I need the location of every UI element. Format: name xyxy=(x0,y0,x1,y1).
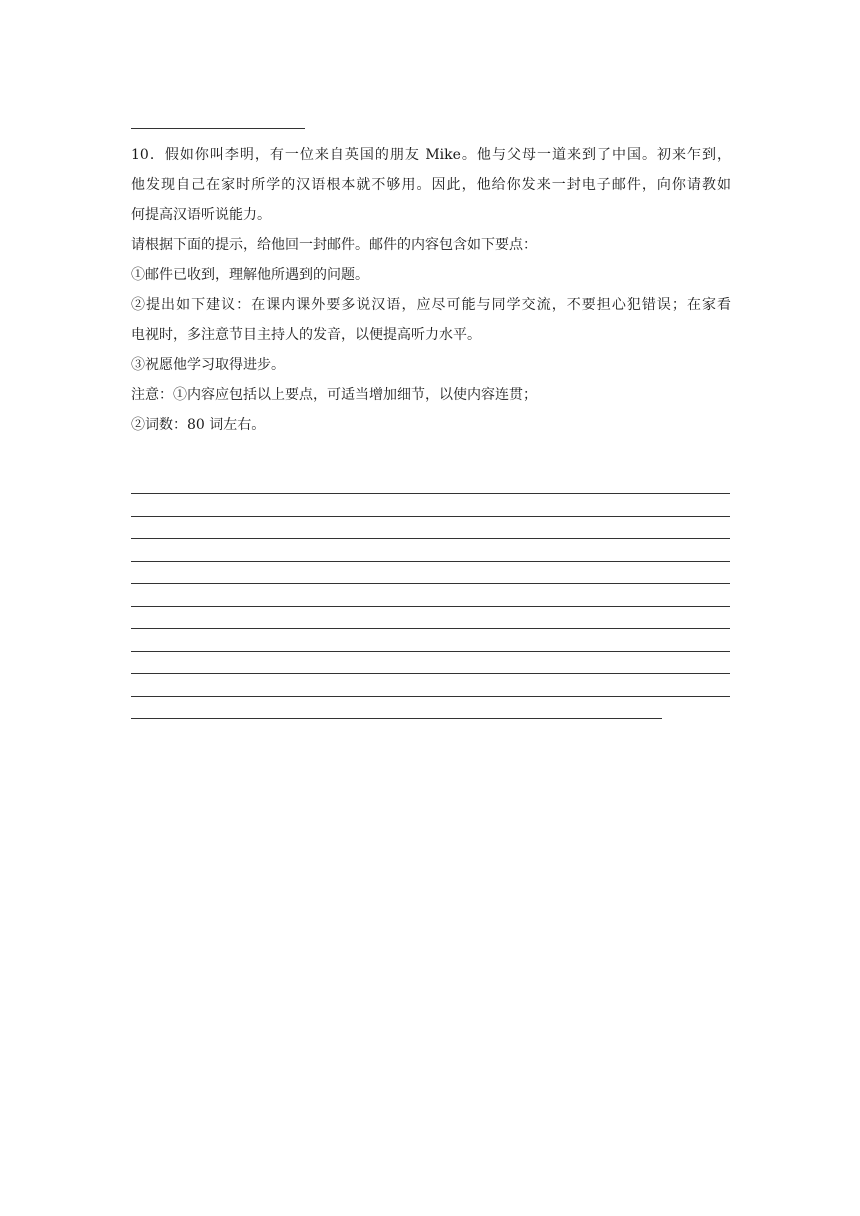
point-2-line-2: 电视时，多注意节目主持人的发音，以便提高听力水平。 xyxy=(131,327,481,343)
point-1: ①邮件已收到，理解他所遇到的问题。 xyxy=(131,267,369,283)
answer-line[interactable] xyxy=(131,493,730,494)
question-line-1: 10．假如你叫李明，有一位来自英国的朋友 Mike。他与父母一道来到了中国。初来乍到， xyxy=(131,147,731,163)
answer-line[interactable] xyxy=(131,561,730,562)
question-line-3: 何提高汉语听说能力。 xyxy=(131,207,271,223)
question-block xyxy=(131,140,731,440)
answer-area[interactable] xyxy=(131,493,730,719)
answer-line[interactable] xyxy=(131,651,730,652)
answer-line[interactable] xyxy=(131,696,730,697)
point-2-line-1: ②提出如下建议：在课内课外要多说汉语，应尽可能与同学交流，不要担心犯错误；在家看 xyxy=(131,297,731,313)
answer-line[interactable] xyxy=(131,673,730,674)
question-line-2: 他发现自己在家时所学的汉语根本就不够用。因此，他给你发来一封电子邮件，向你请教如 xyxy=(131,177,731,193)
answer-line[interactable] xyxy=(131,583,730,584)
point-3: ③祝愿他学习取得进步。 xyxy=(131,357,285,373)
note-2: ②词数：80 词左右。 xyxy=(131,417,266,433)
answer-line[interactable] xyxy=(131,516,730,517)
previous-answer-line xyxy=(131,128,305,129)
note-1: 注意：①内容应包括以上要点，可适当增加细节，以使内容连贯； xyxy=(131,387,537,403)
answer-line-last[interactable] xyxy=(131,718,662,719)
instruction-text: 请根据下面的提示，给他回一封邮件。邮件的内容包含如下要点： xyxy=(131,237,537,253)
answer-line[interactable] xyxy=(131,606,730,607)
answer-line[interactable] xyxy=(131,538,730,539)
answer-line[interactable] xyxy=(131,628,730,629)
